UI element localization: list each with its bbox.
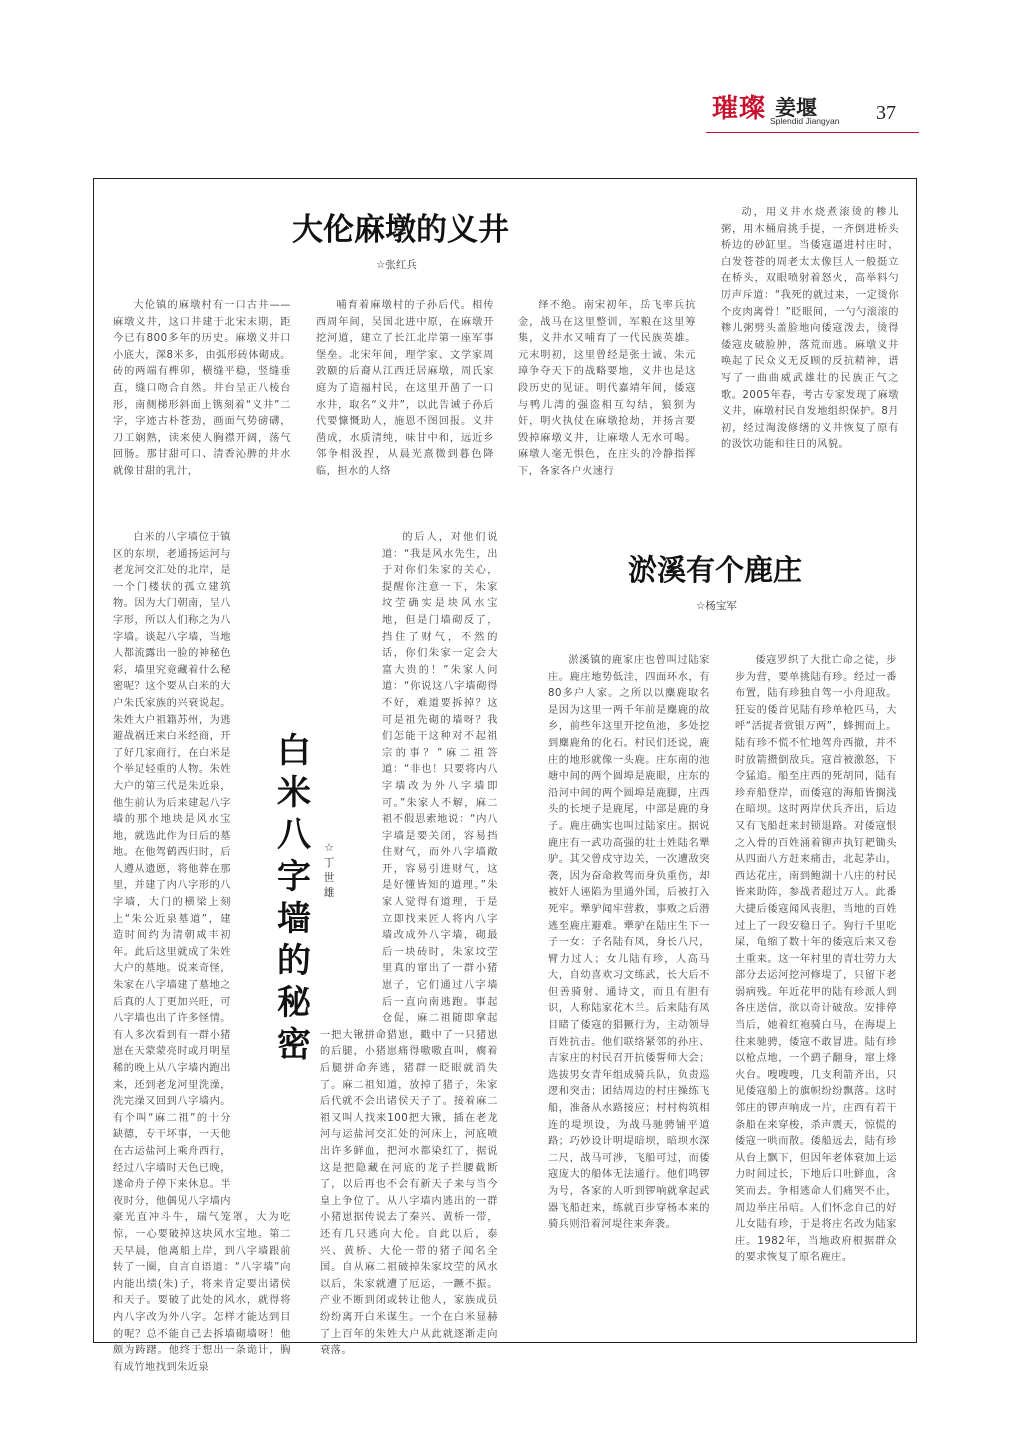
article2-title-char: 的 xyxy=(277,941,311,981)
article3-column-2: 倭寇罗织了大批亡命之徒，步步为营，要单挑陆有珍。经过一番布置，陆有珍独自驾一小舟迎敌。狂妄的倭首见陆有珍单枪匹马，大呼“活捉者赏银万两”，蜂拥而上。陆有珍不慌不忙地驾舟西撤，并不时放箭攒倒敌兵。寇首被激怒，下令猛追。船至庄西的死胡同，陆有珍弃船登岸，而倭寇的海船皆搁浅在暗坝。这时两岸伏兵齐出，后边又有飞船赶来封锁退路。对倭寇恨之入骨的百姓涌着铆声执钉耙锄头从四面八方赶来痛击，北起茅山，西达花庄，南到鲍湖十八庄的村民皆来助阵，参战者超过万人。此番大捷后倭寇闻风丧胆，当地的百姓过上了一段安稳日子。狗行千里吃屎，龟缩了数十年的倭寇后来又卷土重来。这一年村里的青壮劳力大部分去运河挖河修堤了，只留下老弱病残。年近花甲的陆有珍派人到各庄送信，欲以奇计破敌。安排停当后，她着红袍骑白马，在海堤上往来驰骋，倭寇不敢冒进。陆有珍以枪点地，一个鹞子翻身，窜上烽火台。嗖嗖嗖，几支利箭齐出，只见倭寇船上的旗帜纷纷飘落。这时邻庄的锣声响成一片，庄西有若干条船在来穿梭，杀声震天，惊慌的倭寇一哄而散。倭船远去，陆有珍从台上飘下，但因年老体衰加上运力时间过长，下地后口吐鲜血，含笑而去。争相逃命人们痛哭不止，周边举庄吊唁。人们怀念自己的好儿女陆有珍，于是将庄名改为陆家庄。1982年，当地政府根据群众的要求恢复了原名鹿庄。 xyxy=(735,655,897,1264)
magazine-english-name: Splendid Jiangyan xyxy=(770,116,840,126)
article1-title: 大伦麻墩的义井 xyxy=(292,212,509,248)
article2-column-1: 白米的八字墙位于镇区的东坝，老通扬运河与老龙河交汇处的北岸，是一个门楼状的孤立建筑物。因为大门朝南，呈八字形，所以人们称之为八字墙。谈起八字墙，当地人都流露出一脸的神秘色彩，墙里究竟藏着什么秘密呢？这个要从白米的大户朱氏家族的兴衰说起。朱姓大户祖籍苏州，为逃避战祸迁来白米经商，开了好几家商行，在白米是个举足轻重的人物。朱姓大户的第三代是朱近泉，他生前认为后来建起八字墙的那个地块是风水宝地，就选此作为日后的墓地。在他驾鹤西归时，后人遵从遗愿，将他葬在那里，并建了内八字形的八字墙，大门的横梁上刻上“朱公近泉墓道”，建造时间约为清朝咸丰初年。此后这里就成了朱姓大户的墓地。说来奇怪，朱家在八字墙建了墓地之后真的人丁更加兴旺，可八字墙也出了许多怪情。有人多次看到有一群小猪崽在天蒙蒙亮时或月明星稀的晚上从八字墙内跑出来，还到老龙河里洗澡，洗完澡又回到八字墙内。有个叫“麻二祖”的十分缺德，专干坏事，一天他在古运盐河上乘舟西行，经过八字墙时天色已晚，遂命舟子停下来休息。半夜时分，他偶见八字墙内豪光直冲斗牛，瑞气笼罩，大为吃惊，一心要破掉这块风水宝地。第二天早晨，他离船上岸，到八字墙跟前转了一圈，自言自语道：“八字墙”向内能出绩(朱)子，将来肯定要出诸侯和天子。要破了此处的风水，就得将内八字改为外八字。怎样才能达到目的呢？总不能自己去拆墙砌墙呀！他颇为踌躇。他终于想出一条诡计，胸有成竹地找到朱近泉 xyxy=(113,532,291,1373)
article1-author: ☆张红兵 xyxy=(376,259,417,271)
article3-author: ☆杨宝军 xyxy=(696,600,737,612)
article2-author-char: 雄 xyxy=(323,886,335,899)
article1-column-4: 动，用义井水烧煮滚烫的糁儿粥，用木桶肩挑手提，一齐倒进桥头桥边的砂缸里。当倭寇逼进村庄时，白发苍苍的周老太太像巨人一般挺立在桥头，双眼喷射着怒火，高举料勺厉声斥道：“我死的就过来，一定烫你个皮肉离骨！”眨眼间，一勺勺滚滚的糁儿粥劈头盖脸地向倭寇泼去，烫得倭寇皮破脸肿，落荒而逃。麻墩义井唤起了民众义无反顾的反抗精神，谱写了一曲曲威武雄壮的民族正气之歌。2005年春，考古专家发现了麻墩义井，麻墩村民自发地组织保护。8月初，经过淘浚修缮的义井恢复了原有的汲饮功能和往日的风貌。 xyxy=(721,207,899,451)
title-wrap-spacer xyxy=(231,730,291,1210)
article2-author-char: 丁 xyxy=(323,856,335,869)
article3-title: 淤溪有个鹿庄 xyxy=(628,553,803,587)
magazine-name: 姜堰 xyxy=(775,95,817,120)
article2-title-char: 墙 xyxy=(277,899,311,939)
article2-title-char: 密 xyxy=(277,1025,311,1065)
header-rule xyxy=(706,132,919,133)
article3-column-1: 淤溪镇的鹿家庄也曾叫过陆家庄。鹿庄地势低洼，四面环水，有80多户人家。之所以以麋鹿取名是因为这里一两千年前是麋鹿的故乡，前些年这里开挖鱼池，多处挖到麋鹿角的化石。村民们还说，鹿庄的地形就像一头鹿。庄东南的池塘中间的两个圆埠是鹿眼，庄东的沿河中间的两个圆埠是鹿脚，庄西头的长埂子是鹿尾，中部是鹿的身子。鹿庄确实也叫过陆家庄。据说鹿庄有一武功高强的壮士姓陆名犟驴。其父曾戍守边关，一次遭敌突袭，因为奋命救驾而身负重伤，却被奸人诬陷为里通外国，后被打入死牢。犟驴闻牢营救，事败之后潜逃至鹿庄避难。犟驴在陆庄生下一子一女：子名陆有凤，身长八尺，臂力过人；女儿陆有珍，人高马大，自幼喜欢习文练武，长大后不但善骑射、通诗文，而且有胆有识，人称陆家花木兰。后来陆有凤目睹了倭寇的猖獗行为，主动领导百姓抗击。他们联络紧邻的孙庄、吉家庄的村民召开抗倭誓师大会；选拔男女青年组成骑兵队，负责巡逻和突击；团结周边的村庄操练飞船，准备从水路接应；村村构筑相连的堤坝设，为战马驰骋铺平道路；巧妙设计明堤暗坝，暗坝水深二尺，战马可涉，飞船可过，而倭寇庞大的船体无法通行。他们鸣锣为号，各家的人听到锣响就拿起武器飞船赶来，练就百步穿杨本来的骑兵则沿着河堤往来奔袭。 xyxy=(548,655,710,1231)
article2-column-2: 的后人，对他们说道：“我是风水先生，出于对你们朱家的关心，提醒你注意一下，朱家坟茔确实是块风水宝地，但是门墙砌反了，挡住了财气，不然的话，你们朱家一定会大富大贵的！”朱家人问道：“你说这八字墙砌得不好，难道要拆掉？这可是祖先砌的墙呀？我们怎能干这种对不起祖宗的事？”麻二祖答道：“非也！只要将内八字墙改为外八字墙即可。”朱家人不解，麻二祖不假思索地说：“内八字墙是要关闭，容易挡住财气，而外八字墙敞开，容易引进财气，这是好懂皆知的道理。”朱家人觉得有道理，于是立即找来匠人将内八字墙改成外八字墙，砌最后一块砖时，朱家坟茔里真的窜出了一群小猪崽子，它们通过八字墙后一直向南逃跑。事起仓促，麻二祖随即拿起一把大锹拼命猎崽，戳中了一只猪崽的后腿，小猪崽痛得嗷嗷直叫，瘸着后腿拼命奔逃，猪群一眨眼就消失了。麻二祖知道，放掉了猪子，朱家后代就不会出诸侯天子了。接着麻二祖又叫人找来100把大锹，插在老龙河与运盐河交汇处的河床上，河底喷出许多鲜血，把河水都染红了，据说这是把隐藏在河底的龙子拦腰截断了，以后再也不会有新天子来与当今皇上争位了。从八字墙内逃出的一群小猪崽据传说去了秦兴、黄桥一带，还有几只逃向大伦。自此以后，泰兴、黄桥、大伦一带的猪子闻名全国。自从麻二祖破掉朱家坟茔的风水以后，朱家就遭了厄运，一蹶不振。产业不断到闭或转让他人，家族成员纷纷离开白米谋生。一个在白米显赫了上百年的朱姓大户从此就逐渐走向衰落。 xyxy=(320,532,498,1357)
article1-column-2: 哺育着麻墩村的子孙后代。相传西周年间，吴国北进中原，在麻墩开挖河道，建立了长江北岸第一座军事堡垒。北宋年间，理学家、文学家周敦颐的后裔从江西迁居麻墩，周氏家庭为了造福村民，在这里开凿了一口水井，取名“义井”，以此告诫子孙后代要慷慨助人，施恩不图回报。义井凿成，水质清纯，味甘中和，远近乡邻争相汲捏，从晨光熹微到暮色降临，担水的人络 xyxy=(316,300,494,477)
magazine-brand: 璀璨 xyxy=(712,94,767,124)
article2-title-char: 米 xyxy=(277,773,311,813)
article1-column-3: 绎不绝。南宋初年，岳飞率兵抗金，战马在这里整训，军粮在这里筹集，义井水又哺育了一代民族英雄。元末明初，这里曾经是张士诚、朱元璋争夺天下的战略要地，义井也是这段历史的见证。明代嘉靖年间，倭寇与鸭儿湾的强盗相互勾结，狼狈为奸，明火执仗在麻墩抢劫，并扬言要毁掉麻墩义井，让麻墩人无水可喝。麻墩人毫无惧色，在庄头的冷静指挥下，各家各户火速行 xyxy=(518,300,696,477)
article2-author-char: 世 xyxy=(323,871,335,884)
article2-author-char: ☆ xyxy=(324,841,334,854)
article2-title-char: 秘 xyxy=(277,983,311,1023)
page-number: 37 xyxy=(876,102,896,124)
article2-title-char: 八 xyxy=(277,815,311,855)
article2-title-char: 白 xyxy=(277,731,311,771)
article2-title-char: 字 xyxy=(277,857,311,897)
article1-column-1: 大伦镇的麻墩村有一口古井——麻墩义井，这口井建于北宋末期，距今已有800多年的历史。麻墩义井口小底大，深8米多，由弧形砖体砌成。砖的两端有榫卯，横缝平稳，竖缝垂直，缝口吻合自然。井台呈正八棱台形，南侧梯形斜面上镌刻着“义井”二字，字迹古朴苍劲，画面气势磅礴，刀工娴熟，读来使人胸襟开阔，荡气回肠。那甘甜可口、清香沁脾的井水就像甘甜的乳汁， xyxy=(113,300,291,477)
title-wrap-spacer xyxy=(320,700,382,1018)
